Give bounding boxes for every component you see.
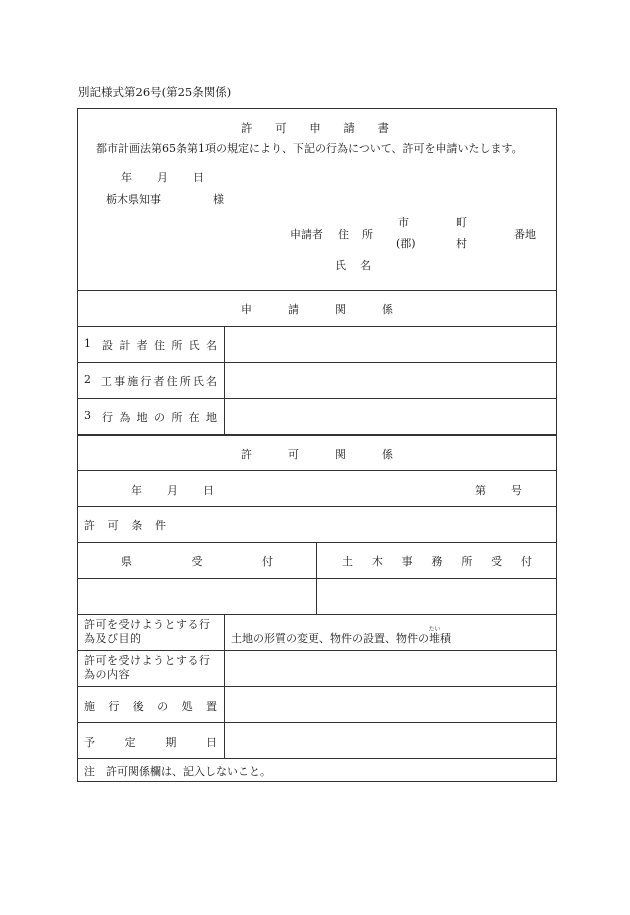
content-label: 許可を受けようとする行為の内容: [84, 654, 211, 681]
purpose-label: 許可を受けようとする行為及び目的: [84, 618, 211, 645]
application-section-heading: 申 請 関 係: [241, 303, 393, 316]
form-title: 許 可 申 請 書: [241, 121, 389, 135]
purpose-value: 土地の形質の変更、物件の設置、物件の堆たい積: [231, 626, 451, 645]
post-construction-label: 施 行 後 の 処 置: [84, 700, 217, 713]
office-receipt-label: 土 木 事 務 所 受 付: [342, 555, 532, 568]
prefecture-receipt-stamp-area: [79, 580, 315, 613]
site-location-value-field[interactable]: [226, 400, 555, 433]
contractor-value-field[interactable]: [226, 364, 555, 397]
post-construction-value-field[interactable]: [226, 688, 555, 721]
schedule-label: 予 定 期 日: [84, 736, 217, 749]
applicant-label: 申請者: [290, 228, 323, 241]
schedule-value-field[interactable]: [226, 724, 555, 757]
permit-conditions-label: 許 可 条 件: [84, 519, 166, 532]
content-value-field[interactable]: [226, 652, 555, 685]
office-receipt-stamp-area: [318, 580, 555, 613]
designer-value-field[interactable]: [226, 328, 555, 361]
permit-section-heading: 許 可 関 係: [241, 448, 393, 461]
prefecture-receipt-label: 県 受 付: [121, 555, 273, 568]
form-number: 別記様式第26号(第25条関係): [78, 85, 232, 99]
footnote: 注 許可関係欄は、記入しないこと。: [84, 765, 271, 778]
application-statement: 都市計画法第65条第1項の規定により、下記の行為について、許可を申請いたします。: [96, 142, 523, 155]
